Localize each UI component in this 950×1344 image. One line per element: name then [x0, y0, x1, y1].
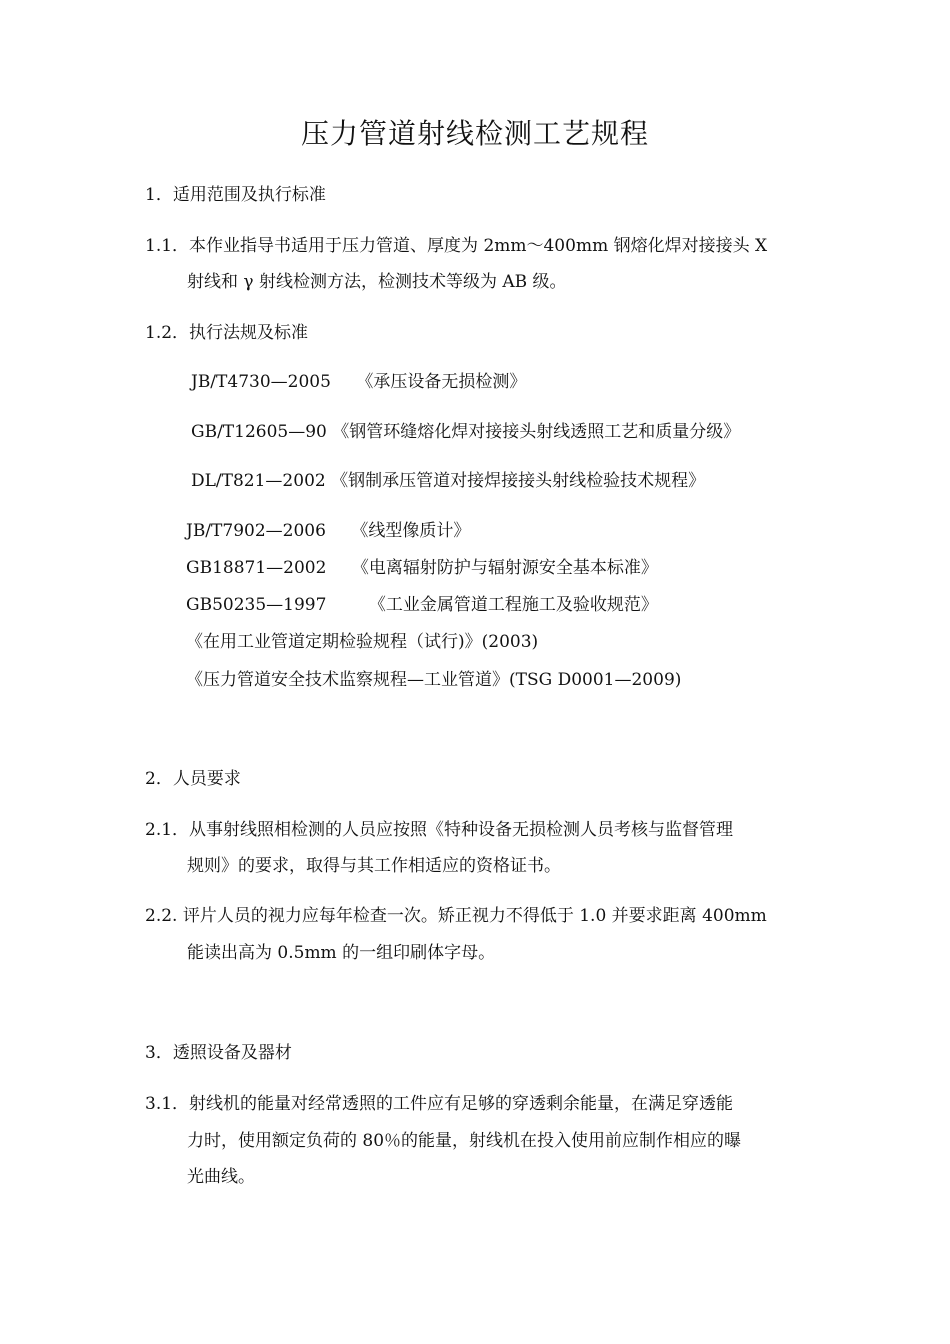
section-1-heading: 1．适用范围及执行标准 [145, 185, 326, 205]
paragraph-2-1-line-1: 2.1．从事射线照相检测的人员应按照《特种设备无损检测人员考核与监督管理 [145, 820, 734, 840]
paragraph-1-2-heading: 1.2．执行法规及标准 [145, 323, 309, 343]
paragraph-3-1-line-3: 光曲线。 [187, 1167, 255, 1187]
paragraph-1-1-line-2: 射线和 γ 射线检测方法，检测技术等级为 AB 级。 [187, 272, 567, 292]
section-3-heading: 3．透照设备及器材 [145, 1043, 292, 1063]
section-2-heading: 2．人员要求 [145, 769, 241, 789]
standard-item: DL/T821—2002 《钢制承压管道对接焊接接头射线检验技术规程》 [191, 471, 706, 491]
paragraph-3-1-line-1: 3.1．射线机的能量对经常透照的工件应有足够的穿透剩余能量，在满足穿透能 [145, 1094, 734, 1114]
document-title: 压力管道射线检测工艺规程 [300, 117, 649, 150]
paragraph-1-1-line-1: 1.1．本作业指导书适用于压力管道、厚度为 2mm～400mm 钢熔化焊对接接头 X [145, 236, 768, 256]
standard-item: JB/T7902—2006 《线型像质计》 [186, 521, 471, 541]
standard-item: 《在用工业管道定期检验规程（试行)》(2003) [186, 632, 539, 652]
standard-item: GB50235—1997 《工业金属管道工程施工及验收规范》 [186, 595, 658, 615]
standard-item: GB/T12605—90 《钢管环缝熔化焊对接接头射线透照工艺和质量分级》 [191, 422, 741, 442]
paragraph-2-1-line-2: 规则》的要求，取得与其工作相适应的资格证书。 [187, 856, 561, 876]
paragraph-2-2-line-1: 2.2. 评片人员的视力应每年检查一次。矫正视力不得低于 1.0 并要求距离 400mm [145, 906, 767, 926]
paragraph-3-1-line-2: 力时，使用额定负荷的 80％的能量，射线机在投入使用前应制作相应的曝 [187, 1131, 742, 1151]
standard-item: GB18871—2002 《电离辐射防护与辐射源安全基本标准》 [186, 558, 658, 578]
standard-item: JB/T4730—2005 《承压设备无损检测》 [191, 372, 527, 392]
paragraph-2-2-line-2: 能读出高为 0.5mm 的一组印刷体字母。 [187, 943, 496, 963]
standard-item: 《压力管道安全技术监察规程—工业管道》(TSG D0001—2009) [186, 670, 682, 690]
